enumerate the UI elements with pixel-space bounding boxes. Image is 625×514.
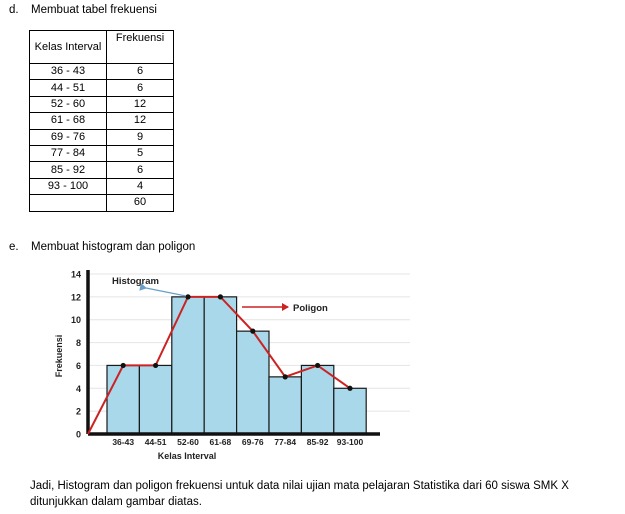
y-axis-title: Frekuensi — [54, 334, 64, 378]
cell-kelas-interval: 85 - 92 — [30, 162, 107, 178]
cell-frekuensi: 9 — [107, 129, 174, 145]
cell-kelas-interval: 93 - 100 — [30, 178, 107, 194]
y-tick-label: 2 — [75, 406, 81, 417]
table-total-row — [30, 195, 174, 211]
conclusion-text: Jadi, Histogram dan poligon frekuensi untuk data nilai ujian mata pelajaran Statistika dari 60 siswa SMK X ditunjukkan dalam gambar diatas. — [30, 480, 569, 508]
cell-frekuensi: 12 — [107, 113, 174, 129]
table-row — [30, 96, 174, 112]
histogram-bar — [301, 365, 333, 434]
table-row — [30, 178, 174, 194]
histogram-bar — [107, 365, 139, 434]
x-tick-label: 61-68 — [209, 437, 232, 447]
table-header-row — [30, 31, 174, 64]
cell-kelas-interval: 77 - 84 — [30, 145, 107, 161]
header-frekuensi: Frekuensi — [107, 31, 174, 64]
cell-frekuensi: 12 — [107, 96, 174, 112]
histogram-bar — [204, 297, 236, 434]
poligon-point — [121, 363, 126, 368]
histogram-bar — [269, 377, 301, 434]
histogram-bar — [139, 365, 171, 434]
x-tick-label: 52-60 — [177, 437, 199, 447]
poligon-point — [218, 294, 223, 299]
y-tick-label: 12 — [70, 292, 81, 303]
cell-frekuensi: 6 — [107, 80, 174, 96]
poligon-point — [153, 363, 158, 368]
section-d-heading — [9, 4, 157, 16]
x-axis-title: Kelas Interval — [157, 451, 217, 461]
x-tick-label: 85-92 — [306, 437, 329, 447]
header-kelas-interval: Kelas Interval — [30, 31, 107, 64]
cell-kelas-interval — [30, 195, 107, 211]
y-tick-label: 14 — [70, 269, 81, 280]
table-row — [30, 64, 174, 80]
y-tick-label: 8 — [75, 338, 81, 349]
poligon-annotation: Poligon — [293, 303, 328, 314]
cell-kelas-interval: 69 - 76 — [30, 129, 107, 145]
poligon-point — [315, 363, 320, 368]
histogram-bar — [334, 388, 366, 434]
histogram-arrow — [146, 288, 186, 296]
table-row — [30, 113, 174, 129]
table-row — [30, 145, 174, 161]
cell-frekuensi: 60 — [107, 195, 174, 211]
section-d-marker: d. — [9, 4, 19, 16]
cell-frekuensi: 5 — [107, 145, 174, 161]
cell-frekuensi: 6 — [107, 64, 174, 80]
x-tick-label: 36-43 — [112, 437, 135, 447]
x-tick-label: 44-51 — [144, 437, 167, 447]
histogram-annotation: Histogram — [112, 276, 159, 287]
section-e-title: Membuat histogram dan poligon — [31, 241, 196, 253]
histogram-bar — [172, 297, 204, 434]
cell-kelas-interval: 44 - 51 — [30, 80, 107, 96]
x-tick-label: 93-100 — [336, 437, 364, 447]
x-tick-label: 69-76 — [241, 437, 264, 447]
histogram-poligon-chart — [50, 262, 415, 467]
cell-kelas-interval: 52 - 60 — [30, 96, 107, 112]
poligon-point — [250, 329, 255, 334]
cell-frekuensi: 6 — [107, 162, 174, 178]
cell-kelas-interval: 61 - 68 — [30, 113, 107, 129]
table-body — [30, 64, 174, 212]
section-e-heading — [9, 241, 195, 253]
x-tick-label: 77-84 — [274, 437, 297, 447]
section-e-marker: e. — [9, 241, 19, 253]
table-row — [30, 80, 174, 96]
y-tick-label: 6 — [75, 360, 81, 371]
section-d-title: Membuat tabel frekuensi — [31, 4, 157, 16]
cell-kelas-interval: 36 - 43 — [30, 64, 107, 80]
frequency-table — [29, 30, 174, 212]
y-tick-label: 4 — [75, 383, 81, 394]
poligon-point — [347, 386, 352, 391]
poligon-point — [283, 374, 288, 379]
y-tick-label: 10 — [70, 315, 81, 326]
y-tick-label: 0 — [75, 429, 81, 440]
table-row — [30, 162, 174, 178]
cell-frekuensi: 4 — [107, 178, 174, 194]
table-row — [30, 129, 174, 145]
poligon-point — [185, 294, 190, 299]
